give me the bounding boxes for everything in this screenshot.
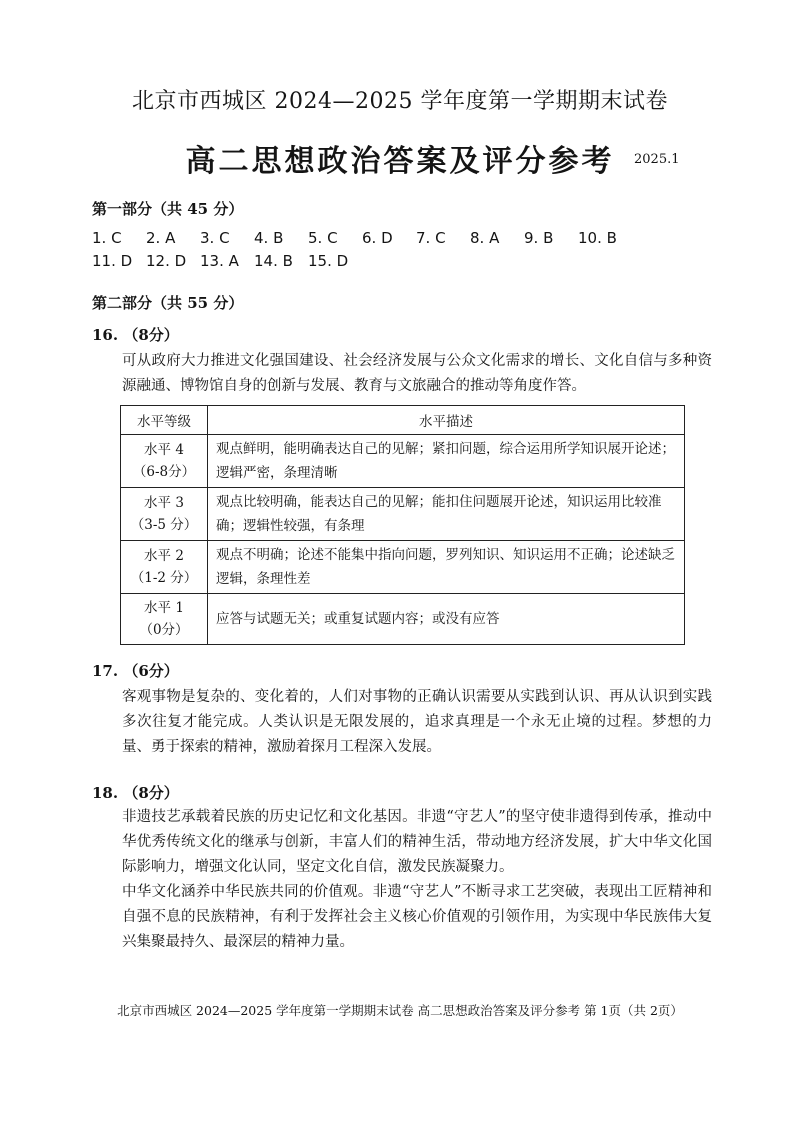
level-score: （1-2 分） xyxy=(130,570,198,586)
answer-item: 4. B xyxy=(254,229,284,247)
answer-item: 14. B xyxy=(254,252,293,270)
exam-date: 2025.1 xyxy=(634,152,680,167)
level-name: 水平 4 xyxy=(144,442,184,458)
answer-row-2 xyxy=(92,252,362,270)
level-cell xyxy=(121,541,208,594)
answer-item: 15. D xyxy=(308,252,349,270)
level-name: 水平 2 xyxy=(144,548,184,564)
q16-text: 可从政府大力推进文化强国建设、社会经济发展与公众文化需求的增长、文化自信与多种资源融通、博物馆自身的创新与发展、教育与文旅融合的推动等角度作答。 xyxy=(122,353,712,394)
page-title: 高二思想政治答案及评分参考 xyxy=(185,144,615,179)
answer-item: 2. A xyxy=(146,229,176,247)
answer-item: 6. D xyxy=(362,229,393,247)
answer-item: 13. A xyxy=(200,252,239,270)
level-score: （0分） xyxy=(139,622,189,638)
q16-heading: 16. （8分） xyxy=(92,326,179,344)
level-description: 观点不明确；论述不能集中指向问题，罗列知识、知识运用不正确；论述缺乏逻辑，条理性差 xyxy=(208,541,685,594)
answer-item: 1. C xyxy=(92,229,122,247)
table-row xyxy=(121,435,685,488)
answer-item: 5. C xyxy=(308,229,338,247)
answer-item: 3. C xyxy=(200,229,230,247)
exam-title: 北京市西城区 2024—2025 学年度第一学期期末试卷 xyxy=(132,89,668,114)
level-score: （3-5 分） xyxy=(130,517,198,533)
level-description: 观点鲜明，能明确表达自己的见解；紧扣问题，综合运用所学知识展开论述；逻辑严密，条理清晰 xyxy=(208,435,685,488)
level-description: 应答与试题无关；或重复试题内容；或没有应答 xyxy=(208,594,685,645)
scoring-levels-table xyxy=(120,405,685,645)
level-name: 水平 1 xyxy=(144,600,184,616)
answer-row-1 xyxy=(92,229,632,247)
column-header-desc: 水平描述 xyxy=(208,406,685,435)
answer-item: 7. C xyxy=(416,229,446,247)
level-cell xyxy=(121,488,208,541)
level-cell xyxy=(121,594,208,645)
q17-heading: 17. （6分） xyxy=(92,662,179,680)
page-footer: 北京市西城区 2024—2025 学年度第一学期期末试卷 高二思想政治答案及评分参考 第 1页（共 2页） xyxy=(117,1003,683,1018)
answer-item: 11. D xyxy=(92,252,133,270)
level-name: 水平 3 xyxy=(144,495,184,511)
q18-heading: 18. （8分） xyxy=(92,784,179,802)
column-header-level: 水平等级 xyxy=(121,406,208,435)
table-row xyxy=(121,541,685,594)
level-cell xyxy=(121,435,208,488)
part2-title: 第二部分（共 55 分） xyxy=(92,294,244,312)
part1-title: 第一部分（共 45 分） xyxy=(92,200,244,218)
level-description: 观点比较明确，能表达自己的见解；能扣住问题展开论述，知识运用比较准确；逻辑性较强，有条理 xyxy=(208,488,685,541)
table-row xyxy=(121,488,685,541)
table-row xyxy=(121,594,685,645)
q18-paragraph-2: 中华文化涵养中华民族共同的价值观。非遗“守艺人”不断寻求工艺突破，表现出工匠精神和自强不息的民族精神，有利于发挥社会主义核心价值观的引领作用，为实现中华民族伟大复兴集聚最持久、最深层的精神力量。 xyxy=(122,884,712,950)
answer-item: 8. A xyxy=(470,229,500,247)
table-header-row xyxy=(121,406,685,435)
answer-item: 12. D xyxy=(146,252,187,270)
q17-text: 客观事物是复杂的、变化着的，人们对事物的正确认识需要从实践到认识、再从认识到实践多次往复才能完成。人类认识是无限发展的，追求真理是一个永无止境的过程。梦想的力量、勇于探索的精神，激励着探月工程深入发展。 xyxy=(122,689,712,755)
answer-item: 10. B xyxy=(578,229,617,247)
q18-paragraph-1: 非遗技艺承载着民族的历史记忆和文化基因。非遗“守艺人”的坚守使非遗得到传承，推动中华优秀传统文化的继承与创新，丰富人们的精神生活，带动地方经济发展，扩大中华文化国际影响力，增强文化认同，坚定文化自信，激发民族凝聚力。 xyxy=(122,809,712,875)
level-score: （6-8分） xyxy=(132,464,196,480)
answer-item: 9. B xyxy=(524,229,554,247)
